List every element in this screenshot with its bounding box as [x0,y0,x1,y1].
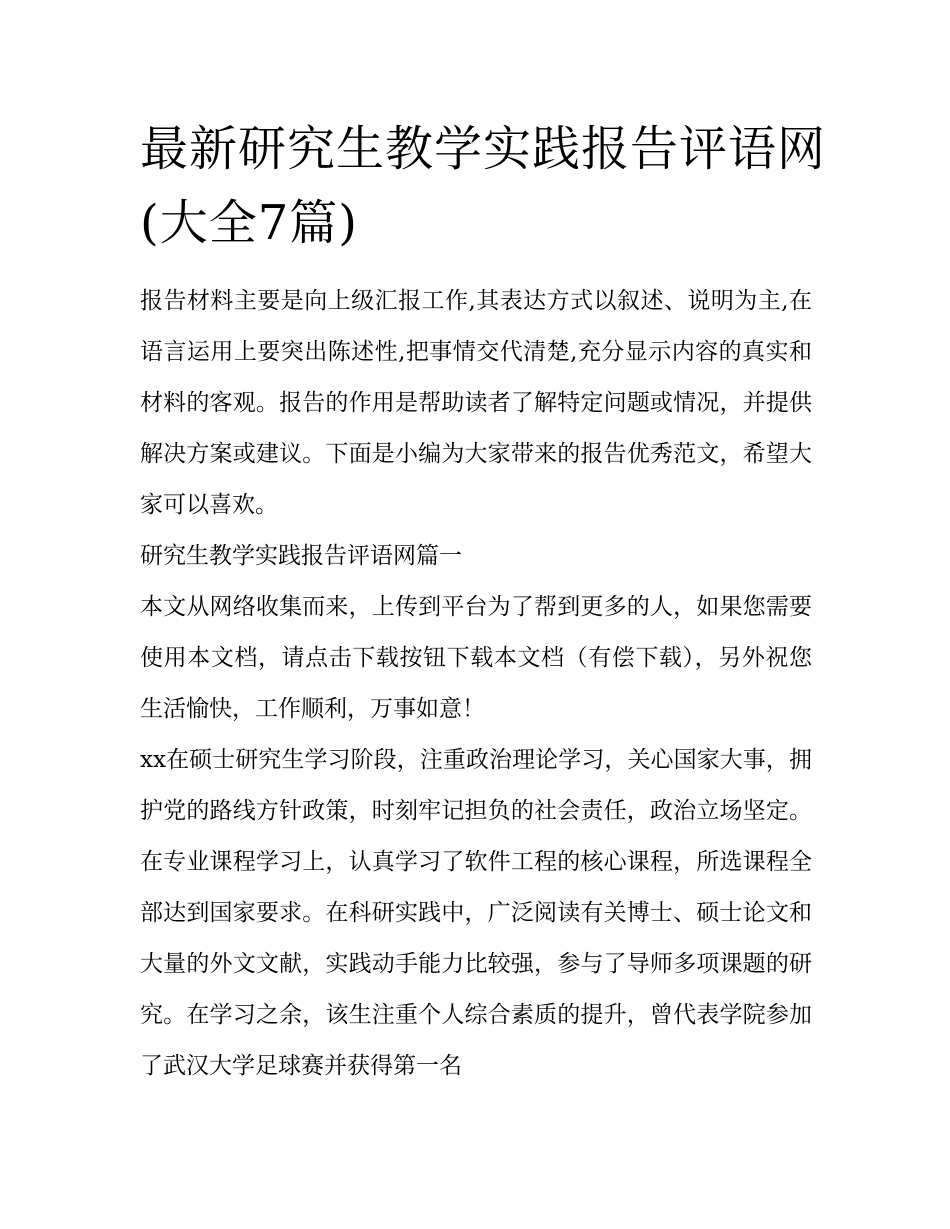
section-heading: 研究生教学实践报告评语网篇一 [140,543,462,569]
intro-paragraph: 报告材料主要是向上级汇报工作,其表达方式以叙述、说明为主,在语言运用上要突出陈述性,把事情交代清楚,充分显示内容的真实和材料的客观。报告的作用是帮助读者了解特定问题或情况，并提供解决方案或建议。下面是小编为大家带来的报告优秀范文，希望大家可以喜欢。 [140,288,812,518]
document-title: 最新研究生教学实践报告评语网(大全7篇) [140,121,827,251]
notice-paragraph: 本文从网络收集而来，上传到平台为了帮到更多的人，如果您需要使用本文档，请点击下载按钮下载本文档（有偿下载），另外祝您生活愉快，工作顺利，万事如意！ [140,594,812,722]
content-paragraph: xx在硕士研究生学习阶段，注重政治理论学习，关心国家大事，拥护党的路线方针政策，时刻牢记担负的社会责任，政治立场坚定。在专业课程学习上，认真学习了软件工程的核心课程，所选课程全部达到国家要求。在科研实践中，广泛阅读有关博士、硕士论文和大量的外文文献，实践动手能力比较强，参与了导师多项课题的研究。在学习之余，该生注重个人综合素质的提升，曾代表学院参加了武汉大学足球赛并获得第一名 [140,747,812,1079]
document-body [140,276,812,1092]
